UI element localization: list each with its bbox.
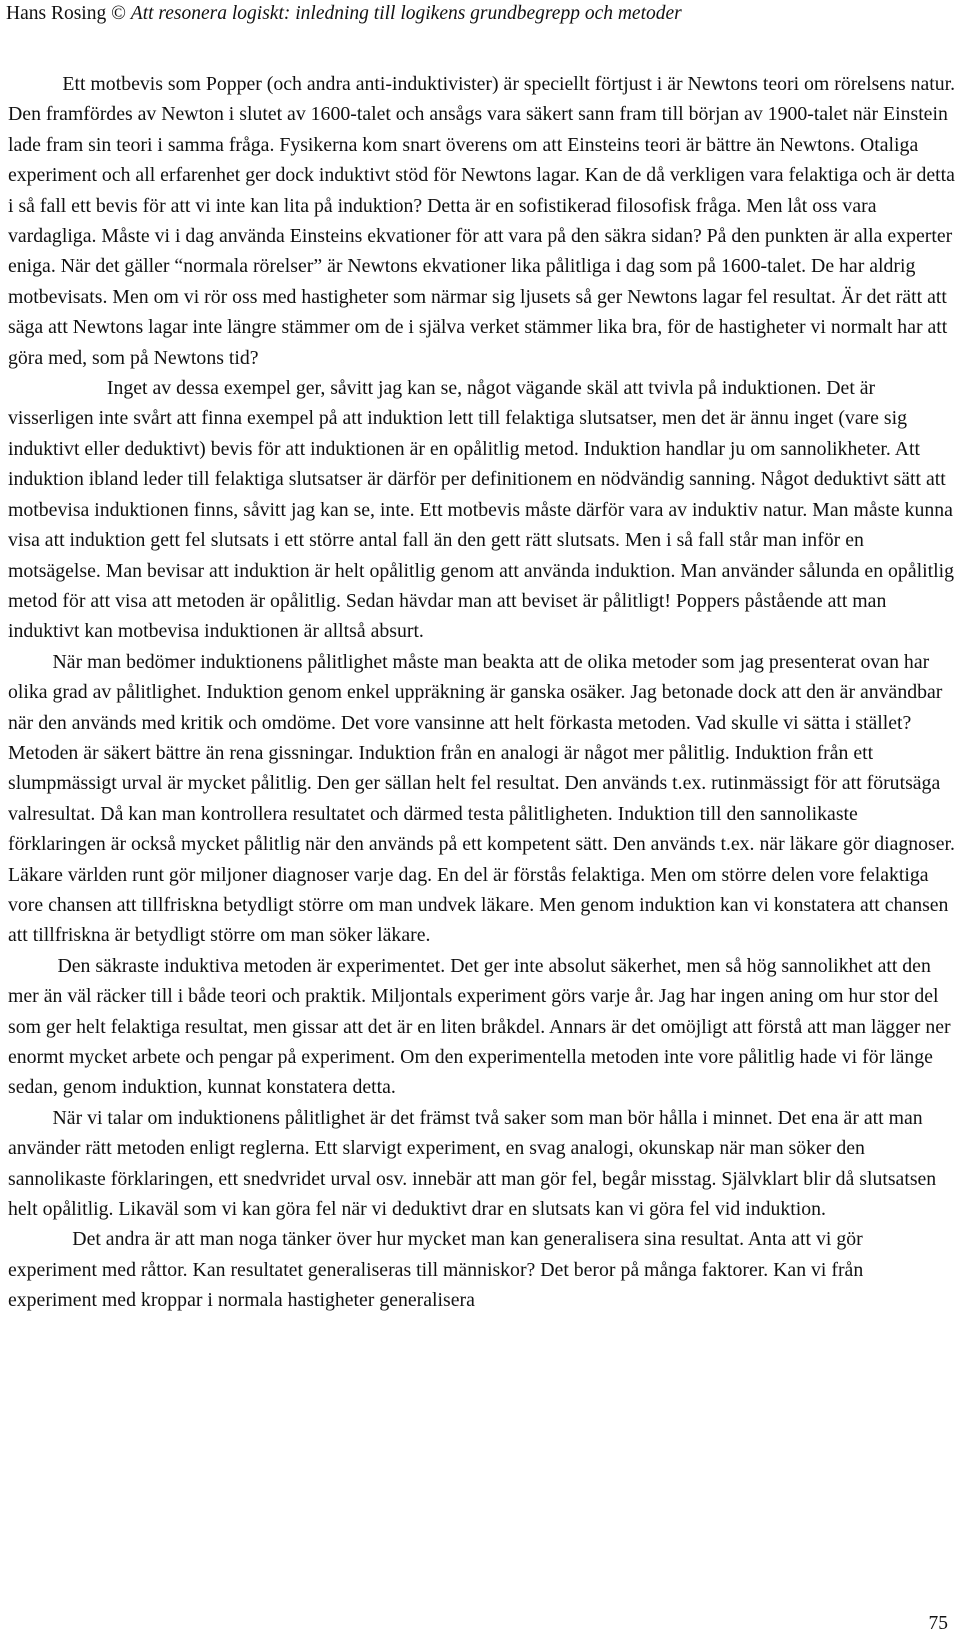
paragraph-two-things: När vi talar om induktionens pålitlighet är det främst två saker som man bör hålla i minnet. Det ena är att man använder rätt metoden enligt reglerna. Ett slarvigt experiment, en svag analogi, okunskap när man söker den sannolikaste förklaringen, ett snedvridet urval osv. innebär att man gör fel, begår misstag. Självklart blir då slutsatsen helt opålitlig. Likaväl som vi kan göra fel när vi deduktivt drar en slutsats kan vi göra fel vid induktion. xyxy=(8,1106,937,1221)
page-header xyxy=(6,2,682,26)
paragraph-methods-reliability: När man bedömer induktionens pålitlighet måste man beakta att de olika metoder som jag presenterat ovan har olika grad av pålitlighet. Induktion genom enkel uppräkning är ganska osäker. Jag betonade dock att den är användbar när den används med kritik och omdöme. Det vore vansinne att helt förkasta metoden. Vad skulle vi sätta i stället? Metoden är säkert bättre än rena gissningar. Induktion från en analogi är något mer pålitlig. Induktion från ett slumpmässigt urval är mycket pålitlig. Den ger sällan helt fel resultat. Den används t.ex. rutinmässigt för att förutsäga valresultat. Då kan man kontrollera resultatet och därmed testa pålitligheten. Induktion till den sannolikaste förklaringen är också mycket pålitlig när den används på ett kompetent sätt. Den används t.ex. när läkare gör diagnoser. Läkare världen runt gör miljoner diagnoser varje dag. En del är förstås felaktiga. Men om större delen vore felaktiga vore chansen att tillfriskna betydligt större om man undvek läkare. Men genom induktion kan vi konstatera att chansen att tillfriskna är betydligt större om man söker läkare. xyxy=(8,650,955,947)
page-number: 75 xyxy=(928,1613,948,1634)
header-title: Att resonera logiskt: inledning till logikens grundbegrepp och metoder xyxy=(130,3,682,24)
header-author: Hans Rosing © xyxy=(6,3,126,24)
paragraph-popper-newton: Ett motbevis som Popper (och andra anti-induktivister) är speciellt förtjust i är Newtons teori om rörelsens natur. Den framfördes av Newton i slutet av 1600-talet och ansågs vara säkert sann fram till början av 1900-talet när Einstein lade fram sin teori i samma fråga. Fysikerna kom snart överens om att Einsteins teori är bättre än Newtons. Otaliga experiment och all erfarenhet ger dock induktivt stöd för Newtons lagar. Kan de då verkligen vara felaktiga och är detta i så fall ett bevis för att vi inte kan lita på induktion? Detta är en sofistikerad filosofisk fråga. Men låt oss vara vardagliga. Måste vi i dag använda Einsteins ekvationer för att vara på den säkra sidan? På den punkten är alla experter eniga. När det gäller “normala rörelser” är Newtons ekvationer lika pålitliga i dag som på 1600-talet. De har aldrig motbevisats. Men om vi rör oss med hastigheter som närmar sig ljusets så ger Newtons lagar fel resultat. Är det rätt att säga att Newtons lagar inte längre stämmer om de i själva verket stämmer lika bra, för de hastigheter vi normalt har att göra med, som på Newtons tid? xyxy=(8,73,956,369)
paragraph-generalisation: Det andra är att man noga tänker över hur mycket man kan generalisera sina resultat. Anta att vi gör experiment med råttor. Kan resultatet generaliseras till människor? Det beror på många faktorer. Kan vi från experiment med kroppar i normala hastigheter generalisera xyxy=(8,1228,864,1312)
paragraph-experiment: Den säkraste induktiva metoden är experimentet. Det ger inte absolut säkerhet, men så hög sannolikhet att den mer än väl räcker till i både teori och praktik. Miljontals experiment görs varje år. Jag har ingen aning om hur stor del som ger helt felaktiga resultat, men gissar att det är en liten bråkdel. Annars är det omöjligt att förstå att man lägger ner enormt mycket arbete och pengar på experiment. Om den experimentella metoden inte vore pålitlig hade vi för länge sedan, genom induktion, kunnat konstatera detta. xyxy=(8,954,951,1099)
document-body xyxy=(8,69,956,1316)
paragraph-induction-reliability: Inget av dessa exempel ger, såvitt jag kan se, något vägande skäl att tvivla på induktionen. Det är visserligen inte svårt att finna exempel på att induktion lett till felaktiga slutsatser, men det är ännu inget (vare sig induktivt eller deduktivt) bevis för att induktionen är en opålitlig metod. Induktion handlar ju om sannolikheter. Att induktion ibland leder till felaktiga slutsatser är därför per definitionem en nödvändig sanning. Något deduktivt sätt att motbevisa induktionen finns, såvitt jag kan se, inte. Ett motbevis måste därför vara av induktiv natur. Man måste kunna visa att induktion gett fel slutsats i ett större antal fall än den gett rätt slutsats. Men i så fall står man inför en motsägelse. Man bevisar att induktion är helt opålitlig genom att använda induktion. Man använder sålunda en opålitlig metod för att visa att metoden är opålitlig. Sedan hävdar man att beviset är pålitligt! Poppers påstående att man induktivt kan motbevisa induktionen är alltså absurt. xyxy=(8,377,954,643)
